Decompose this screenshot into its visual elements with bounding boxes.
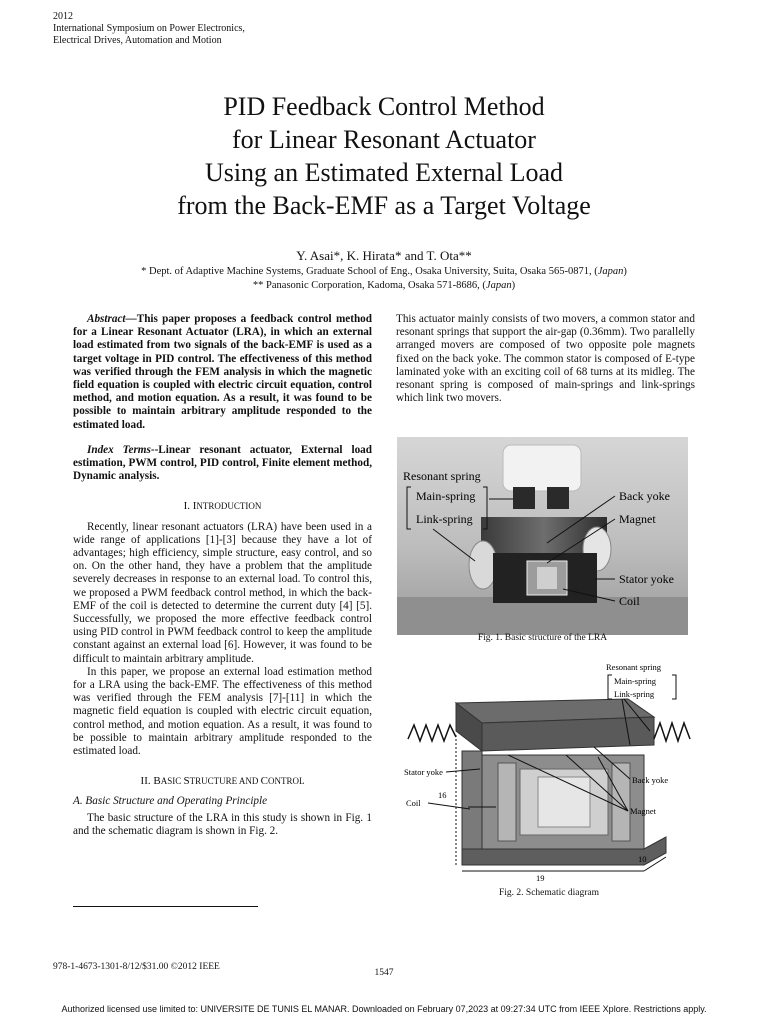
conference-name-line1: International Symposium on Power Electronics, <box>53 23 245 34</box>
figure-2-caption: Fig. 2. Schematic diagram <box>499 888 599 898</box>
fig2-label-coil: Coil <box>406 798 421 808</box>
paper-title <box>0 90 768 222</box>
left-column <box>73 313 372 838</box>
section-2-s-initial: S <box>183 775 190 788</box>
affiliation-1-country: Japan <box>597 266 624 277</box>
authors: Y. Asai*, K. Hirata* and T. Ota** <box>296 248 472 263</box>
fig1-label-resonant-spring: Resonant spring <box>403 469 481 483</box>
main-spring-left <box>408 725 456 741</box>
coil-center <box>537 567 557 589</box>
conference-header <box>53 11 245 47</box>
abstract <box>73 313 372 432</box>
right-column-paragraph: This actuator mainly consists of two movers, a common stator and resonant springs that support the air-gap (0.36mm). Two parallelly arranged movers are composed of two opposite pole magnets fixed on the back yoke. The common stator is composed of E-type laminated yoke with an exciting coil of 68 turns at its midleg. The resonant spring is composed of main-springs and link-springs which link two movers. <box>396 313 695 405</box>
index-terms <box>73 444 372 484</box>
affiliation-2-suffix: ) <box>511 280 516 291</box>
section-1-paragraph-1: Recently, linear resonant actuators (LRA) have been used in a wide range of applications [1]-[3] because they have a lot of advantages; high efficiency, simple structure, easy control, and so on. On the other hand, they have a problem that the amplitude severely decreases in response to an external load. To control this, we proposed a PWM feedback control method, in which the back-EMF of the coil is detected to determine the current duty [4] [5]. Successfully, we proposed the more effective feedback control using PID control in PWM feedback control to keep the amplitude constant against an external load [6]. However, it was found to be difficult to maintain arbitrary amplitude. <box>73 520 372 665</box>
subsection-a-heading: A. Basic Structure and Operating Principle <box>73 794 268 807</box>
link-spring-left <box>469 541 497 589</box>
fig2-label-back-yoke: Back yoke <box>632 775 669 785</box>
fig2-label-link-spring: Link-spring <box>614 689 655 699</box>
section-2-s-rest: TRUCTURE AND <box>189 776 261 787</box>
affiliation-2-country: Japan <box>485 280 512 291</box>
fig2-label-magnet: Magnet <box>630 806 656 816</box>
section-1-heading <box>73 500 372 513</box>
fig2-label-resonant-spring: Resonant spring <box>606 662 662 672</box>
abstract-text: —This paper proposes a feedback control method for a Linear Resonant Actuator (LRA), in which an external load estimated from two signals of the back-EMF is used as a target voltage in PID control. The effectiveness of this method was verified through the FEM analysis in which the magnetic field equation is coupled with electric circuit equation, control method, and motion equation. As a result, it was found to be possible to maintain arbitrary amplitude responded to the estimated load. <box>73 313 372 431</box>
affiliation-1-text: * Dept. of Adaptive Machine Systems, Graduate School of Eng., Osaka University, Suita, Osaka 565-0871, ( <box>141 266 598 277</box>
fig2-bracket-left <box>608 675 612 699</box>
section-1-title-rest: NTRODUCTION <box>196 501 262 512</box>
isbn-line: 978-1-4673-1301-8/12/$31.00 ©2012 IEEE <box>53 962 220 972</box>
fig1-label-stator-yoke: Stator yoke <box>619 572 674 586</box>
abstract-label: Abstract <box>87 313 126 325</box>
schematic-diagram <box>398 659 700 884</box>
fig2-dim-16: 16 <box>438 790 447 800</box>
page-number: 1547 <box>374 968 394 978</box>
index-terms-text: --Linear resonant actuator, External load estimation, PWM control, PID control, Finite element method, Dynamic analysis. <box>73 443 372 483</box>
section-2-b-initial: B <box>153 775 161 788</box>
figure-1-photo <box>397 437 688 635</box>
affiliation-2-text: ** Panasonic Corporation, Kadoma, Osaka 571-8686, ( <box>252 280 486 291</box>
figure-1-caption: Fig. 1. Basic structure of the LRA <box>477 633 608 643</box>
license-notice: Authorized licensed use limited to: UNIVERSITE DE TUNIS EL MANAR. Downloaded on February 07,2023 at 09:27:34 UTC from IEEE Xplore. Restrictions apply. <box>61 1004 707 1014</box>
fig1-label-link-spring: Link-spring <box>416 512 473 526</box>
fig1-label-main-spring: Main-spring <box>416 489 476 503</box>
stator-leg-right <box>612 763 630 841</box>
section-1-number: I. <box>183 500 190 513</box>
coil-midleg <box>538 777 590 827</box>
figure-2-diagram <box>398 659 700 884</box>
section-2-c-rest: ONTROL <box>267 776 305 787</box>
main-spring-right <box>654 723 690 741</box>
title-line3: Using an Estimated External Load <box>204 158 564 187</box>
footnote-rule <box>73 906 258 907</box>
title-line4: from the Back-EMF as a Target Voltage <box>177 191 591 220</box>
mount-left <box>513 487 535 509</box>
fig2-dim-19: 19 <box>536 873 545 883</box>
fig2-dim-10: 10 <box>638 854 647 864</box>
lra-photo <box>397 437 688 635</box>
section-2-number: II. <box>140 775 151 788</box>
section-2-paragraph-1: The basic structure of the LRA in this study is shown in Fig. 1 and the schematic diagram is shown in Fig. 2. <box>73 811 372 837</box>
fig1-label-coil: Coil <box>619 594 640 608</box>
section-2-c-initial: C <box>260 775 268 788</box>
mount-right <box>547 487 569 509</box>
affiliation-1 <box>0 266 768 277</box>
fig2-bracket-right <box>672 675 676 699</box>
conference-year: 2012 <box>53 11 73 22</box>
fig1-label-back-yoke: Back yoke <box>619 489 670 503</box>
white-holder <box>503 445 581 491</box>
stator-leg-left <box>498 763 516 841</box>
affiliation-1-suffix: ) <box>623 266 627 277</box>
section-2-b-rest: ASIC <box>160 776 184 787</box>
affiliation-2 <box>0 280 768 291</box>
fig2-label-stator-yoke: Stator yoke <box>404 767 443 777</box>
fig2-label-main-spring: Main-spring <box>614 676 657 686</box>
stator-yoke-side <box>462 751 482 849</box>
title-line2: for Linear Resonant Actuator <box>232 125 536 154</box>
fig1-label-magnet: Magnet <box>619 512 656 526</box>
conference-name-line2: Electrical Drives, Automation and Motion <box>53 35 222 46</box>
index-terms-label: Index Terms <box>87 443 151 456</box>
title-line1: PID Feedback Control Method <box>223 92 545 121</box>
section-1-paragraph-2: In this paper, we propose an external load estimation method for a LRA using the back-EMF. The effectiveness of this method was verified through the FEM analysis [7]-[11] in which the magnetic field equation is coupled with electric circuit equation, control method, and motion equation. As a result, it was found to be possible to maintain arbitrary amplitude responded to the estimated load. <box>73 665 372 758</box>
section-2-heading <box>73 775 372 788</box>
section-1-title-initial: I <box>192 500 197 513</box>
